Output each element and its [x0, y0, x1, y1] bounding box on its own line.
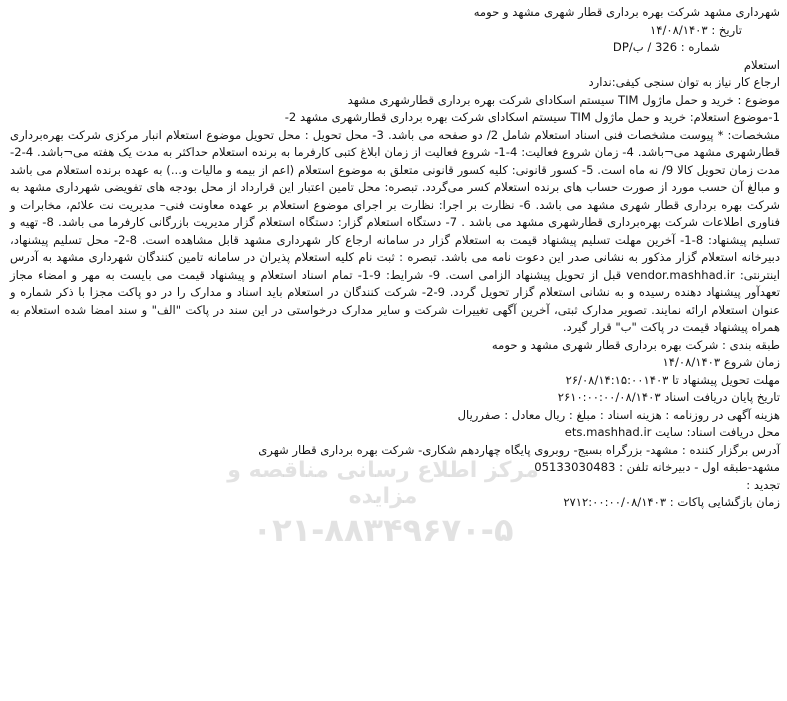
- ad-cost-line: هزینه آگهی در روزنامه : هزینه اسناد : مبلغ : ریال معادل : صفرریال: [457, 407, 780, 422]
- organizer-phone-line: مشهد-طبقه اول - دبیرخانه تلفن : 05133030483: [534, 460, 780, 474]
- referral-line: ارجاع کار نیاز به توان سنجی کیفی:ندارد: [588, 75, 780, 89]
- header-organization: شهرداری مشهد شرکت بهره برداری قطار شهری مشهد و حومه: [473, 5, 780, 19]
- specifications-paragraph: مشخصات: * پیوست مشخصات فنی اسناد استعلام شامل 2/ دو صفحه می باشد. 3- محل تحویل : محل تحویل موضوع استعلام انبار مرکزی شرکت بهره‌برداری قطارشهری مشهد می¬باشد. 4- زمان شروع فعالیت: 4-1- شروع فعالیت از زمان ابلاغ کتبی کارفرما به برنده استعلام حداکثر به مدت یک هفته می¬باشد. 4-2- مدت زمان تحویل کالا 9/ نه ماه است. 5- کسور قانونی: کلیه کسور قانونی متعلق به موضوع استعلام (اعم از بیمه و مالیات و...) به عهده برنده استعلام می باشد و مبالغ آن حسب مورد از صورت حساب های برنده استعلام کسر می‌گردد. تبصره: محل تامین اعتبار این قرارداد از محل بودجه های تفویضی شهرداری مشهد به شرکت بهره برداری قطار شهری مشهد می باشد. 6- نظارت بر اجرا: نظارت بر اجرای موضوع استعلام بر عهده معاونت فنی– مدیریت نت علائم، مخابرات و فناوری اطلاعات شرکت بهره‌برداری قطارشهری مشهد می باشد . 7- دستگاه استعلام گزار: دستگاه استعلام گزار مدیریت بازرگانی کارفرما می باشد. 8- تهیه و تسلیم پیشنهاد: 8-1- آخرین مهلت تسلیم پیشنهاد قیمت به استعلام گزار در سامانه ارجاع کار شهرداری مشهد قابل مشاهده است. 8-2- محل تسلیم پیشنهاد، دبیرخانه استعلام گزار مذکور به نشانی صدر این دعوت نامه می باشد. تبصره : ثبت نام کلیه استعلام پذیران در سامانه تامین کنندگان شهرداری مشهد به آدرس اینترنتی: vendor.mashhad.ir قبل از تحویل پیشنهاد الزامی است. 9- شرایط: 9-1- تمام اسناد استعلام و پیشنهاد قیمت می بایست به مهر و امضاء مجاز تعهدآور پیشنهاد دهنده رسیده و به نشانی استعلام گزار تحویل گردد. 9-2- شرکت کنندگان در استعلام باید اسناد و مدارک را در دو پاکت مجزا با ذکر شماره و عنوان استعلام ارائه نمایند. تصویر مدارک ثبتی، آخرین آگهی تغییرات شرکت و سایر مدارک درخواستی در این سند در پاکت "الف" و سند امضا شده استعلام به همراه پیشنهاد قیمت در پاکت "ب" قرار گیرد.: [10, 127, 781, 334]
- tender-document: [10, 4, 780, 512]
- deadline-line: مهلت تحویل پیشنهاد تا ۲۶/۰۸/۱۴:۱۵:۰۰۱۴۰۳: [565, 372, 780, 387]
- start-time-line: زمان شروع ۱۴/۰۸/۱۴۰۳: [662, 355, 780, 369]
- renewal-line: تجدید :: [746, 477, 780, 492]
- document-place-line: محل دریافت اسناد: سایت ets.mashhad.ir: [564, 425, 780, 439]
- document-end-line: تاریخ پایان دریافت اسناد ۲۶۱۰:۰۰:۰۰/۰۸/۱۴۰۳: [557, 390, 780, 404]
- category-line: طبقه بندی : شرکت بهره برداری قطار شهری مشهد و حومه: [491, 337, 780, 352]
- subject-line: موضوع : خرید و حمل ماژول TIM سیستم اسکادای شرکت بهره برداری قطارشهری مشهد: [347, 92, 780, 107]
- organizer-address-line: آدرس برگزار کننده : مشهد- بزرگراه بسیج- روبروی پایگاه چهاردهم شکاری- شرکت بهره برداری قطار شهری: [258, 442, 780, 457]
- document-title: استعلام: [743, 57, 780, 72]
- header-number: شماره : 326 / ب/DP: [612, 40, 720, 54]
- watermark-title: مرکز اطلاع رسانی مناقصه و مزایده: [227, 458, 539, 509]
- opening-time-line: زمان بازگشایی پاکات : ۲۷۱۲:۰۰:۰۰/۰۸/۱۴۰۳: [563, 495, 780, 509]
- subject-detail-line: 1-موضوع استعلام: خرید و حمل ماژول TIM سیستم اسکادای شرکت بهره برداری قطارشهری مشهد 2-: [284, 110, 780, 124]
- header-date: تاریخ : ۱۴/۰۸/۱۴۰۳: [650, 22, 742, 37]
- watermark-phone: ۰۲۱-۸۸۳۴۹۶۷۰-۵: [252, 511, 514, 549]
